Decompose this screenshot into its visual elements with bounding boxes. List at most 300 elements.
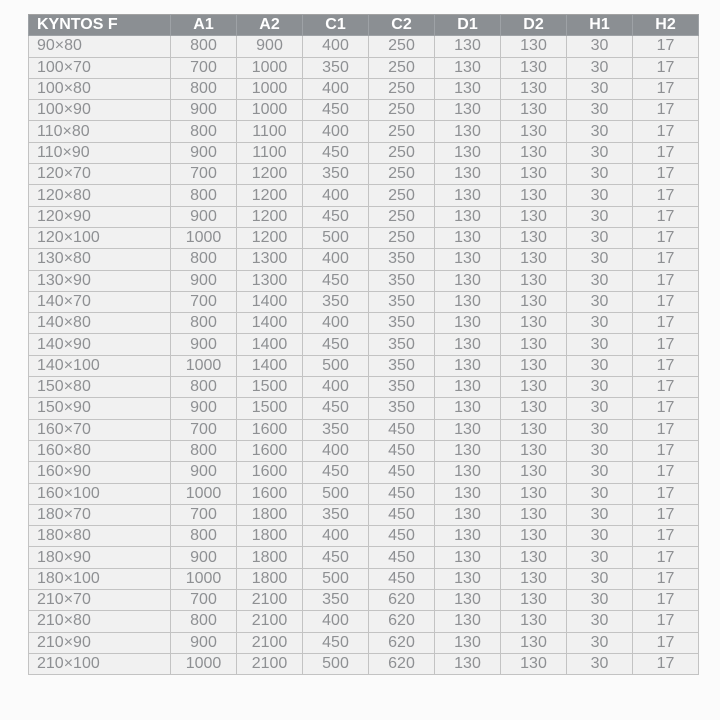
size-cell: 100×70 — [29, 57, 171, 78]
size-cell: 150×90 — [29, 398, 171, 419]
value-cell-a2: 1100 — [237, 121, 303, 142]
value-cell-a1: 800 — [171, 249, 237, 270]
value-cell-h2: 17 — [633, 249, 699, 270]
table-row — [29, 440, 699, 461]
value-cell-d2: 130 — [501, 611, 567, 632]
value-cell-h2: 17 — [633, 36, 699, 57]
table-row — [29, 142, 699, 163]
value-cell-h2: 17 — [633, 440, 699, 461]
value-cell-c2: 350 — [369, 249, 435, 270]
value-cell-c1: 500 — [303, 227, 369, 248]
table-row — [29, 291, 699, 312]
value-cell-h1: 30 — [567, 227, 633, 248]
value-cell-h1: 30 — [567, 653, 633, 674]
value-cell-h1: 30 — [567, 249, 633, 270]
column-header-c1: C1 — [303, 15, 369, 36]
value-cell-d2: 130 — [501, 57, 567, 78]
size-cell: 110×80 — [29, 121, 171, 142]
value-cell-d1: 130 — [435, 398, 501, 419]
size-cell: 180×80 — [29, 526, 171, 547]
value-cell-a1: 800 — [171, 36, 237, 57]
value-cell-a1: 800 — [171, 121, 237, 142]
value-cell-d1: 130 — [435, 270, 501, 291]
value-cell-c2: 250 — [369, 206, 435, 227]
size-cell: 140×100 — [29, 355, 171, 376]
value-cell-c1: 450 — [303, 142, 369, 163]
value-cell-h2: 17 — [633, 611, 699, 632]
value-cell-h2: 17 — [633, 78, 699, 99]
value-cell-d1: 130 — [435, 483, 501, 504]
value-cell-h2: 17 — [633, 653, 699, 674]
value-cell-c1: 400 — [303, 440, 369, 461]
value-cell-h1: 30 — [567, 78, 633, 99]
table-row — [29, 462, 699, 483]
value-cell-a2: 1200 — [237, 227, 303, 248]
header-row — [29, 15, 699, 36]
table-row — [29, 504, 699, 525]
value-cell-a2: 1600 — [237, 440, 303, 461]
value-cell-d2: 130 — [501, 78, 567, 99]
table-row — [29, 121, 699, 142]
value-cell-a2: 1800 — [237, 526, 303, 547]
value-cell-d1: 130 — [435, 504, 501, 525]
value-cell-a2: 1600 — [237, 483, 303, 504]
size-cell: 210×80 — [29, 611, 171, 632]
value-cell-d1: 130 — [435, 611, 501, 632]
value-cell-d2: 130 — [501, 632, 567, 653]
size-cell: 160×80 — [29, 440, 171, 461]
value-cell-c2: 450 — [369, 462, 435, 483]
size-cell: 120×100 — [29, 227, 171, 248]
value-cell-h2: 17 — [633, 462, 699, 483]
value-cell-c2: 350 — [369, 355, 435, 376]
value-cell-h2: 17 — [633, 185, 699, 206]
value-cell-d2: 130 — [501, 568, 567, 589]
value-cell-a1: 900 — [171, 398, 237, 419]
table-row — [29, 100, 699, 121]
value-cell-c2: 250 — [369, 100, 435, 121]
value-cell-d2: 130 — [501, 526, 567, 547]
value-cell-h1: 30 — [567, 334, 633, 355]
value-cell-d1: 130 — [435, 36, 501, 57]
size-cell: 140×80 — [29, 313, 171, 334]
value-cell-c2: 450 — [369, 504, 435, 525]
value-cell-c2: 620 — [369, 611, 435, 632]
value-cell-a1: 700 — [171, 590, 237, 611]
value-cell-d2: 130 — [501, 504, 567, 525]
value-cell-h2: 17 — [633, 355, 699, 376]
size-cell: 210×70 — [29, 590, 171, 611]
value-cell-c1: 350 — [303, 504, 369, 525]
value-cell-c1: 450 — [303, 100, 369, 121]
value-cell-a1: 800 — [171, 78, 237, 99]
value-cell-d1: 130 — [435, 590, 501, 611]
value-cell-d2: 130 — [501, 419, 567, 440]
value-cell-c2: 450 — [369, 483, 435, 504]
value-cell-h1: 30 — [567, 547, 633, 568]
value-cell-d1: 130 — [435, 334, 501, 355]
table-row — [29, 398, 699, 419]
value-cell-c1: 400 — [303, 121, 369, 142]
value-cell-c2: 350 — [369, 270, 435, 291]
value-cell-h1: 30 — [567, 100, 633, 121]
value-cell-h1: 30 — [567, 377, 633, 398]
value-cell-d1: 130 — [435, 185, 501, 206]
value-cell-a2: 1200 — [237, 185, 303, 206]
value-cell-c2: 250 — [369, 121, 435, 142]
value-cell-c1: 500 — [303, 483, 369, 504]
value-cell-h1: 30 — [567, 611, 633, 632]
value-cell-d1: 130 — [435, 547, 501, 568]
value-cell-c2: 350 — [369, 334, 435, 355]
value-cell-h1: 30 — [567, 355, 633, 376]
value-cell-c1: 400 — [303, 377, 369, 398]
value-cell-a1: 900 — [171, 632, 237, 653]
size-cell: 180×100 — [29, 568, 171, 589]
size-cell: 140×70 — [29, 291, 171, 312]
value-cell-h1: 30 — [567, 419, 633, 440]
value-cell-c2: 620 — [369, 590, 435, 611]
column-header-d2: D2 — [501, 15, 567, 36]
value-cell-a2: 2100 — [237, 611, 303, 632]
table-body — [29, 36, 699, 675]
value-cell-d2: 130 — [501, 164, 567, 185]
value-cell-d2: 130 — [501, 121, 567, 142]
column-header-d1: D1 — [435, 15, 501, 36]
value-cell-h1: 30 — [567, 36, 633, 57]
value-cell-h2: 17 — [633, 270, 699, 291]
value-cell-a1: 700 — [171, 57, 237, 78]
value-cell-c2: 450 — [369, 568, 435, 589]
value-cell-c1: 350 — [303, 57, 369, 78]
value-cell-h1: 30 — [567, 142, 633, 163]
value-cell-c2: 450 — [369, 526, 435, 547]
value-cell-a1: 800 — [171, 185, 237, 206]
value-cell-c2: 620 — [369, 632, 435, 653]
value-cell-d2: 130 — [501, 313, 567, 334]
value-cell-d1: 130 — [435, 78, 501, 99]
value-cell-h1: 30 — [567, 440, 633, 461]
value-cell-c2: 250 — [369, 36, 435, 57]
value-cell-a1: 700 — [171, 419, 237, 440]
size-cell: 100×80 — [29, 78, 171, 99]
value-cell-a2: 1600 — [237, 419, 303, 440]
value-cell-a1: 900 — [171, 270, 237, 291]
size-cell: 210×100 — [29, 653, 171, 674]
value-cell-h1: 30 — [567, 185, 633, 206]
value-cell-c2: 350 — [369, 291, 435, 312]
value-cell-a2: 900 — [237, 36, 303, 57]
table-row — [29, 270, 699, 291]
column-header-a1: A1 — [171, 15, 237, 36]
value-cell-d1: 130 — [435, 419, 501, 440]
value-cell-d2: 130 — [501, 142, 567, 163]
table-row — [29, 334, 699, 355]
value-cell-a2: 1600 — [237, 462, 303, 483]
size-cell: 110×90 — [29, 142, 171, 163]
value-cell-c1: 400 — [303, 36, 369, 57]
value-cell-a2: 1000 — [237, 78, 303, 99]
value-cell-d1: 130 — [435, 164, 501, 185]
value-cell-c1: 500 — [303, 355, 369, 376]
value-cell-h1: 30 — [567, 270, 633, 291]
value-cell-c1: 450 — [303, 270, 369, 291]
value-cell-h2: 17 — [633, 419, 699, 440]
table-row — [29, 419, 699, 440]
value-cell-h2: 17 — [633, 547, 699, 568]
value-cell-h1: 30 — [567, 313, 633, 334]
value-cell-h2: 17 — [633, 483, 699, 504]
table-row — [29, 78, 699, 99]
value-cell-d1: 130 — [435, 313, 501, 334]
size-cell: 130×90 — [29, 270, 171, 291]
value-cell-c2: 450 — [369, 547, 435, 568]
value-cell-a2: 1500 — [237, 398, 303, 419]
table-row — [29, 483, 699, 504]
value-cell-d2: 130 — [501, 185, 567, 206]
value-cell-a1: 1000 — [171, 568, 237, 589]
value-cell-d1: 130 — [435, 653, 501, 674]
column-header-h2: H2 — [633, 15, 699, 36]
value-cell-a1: 1000 — [171, 483, 237, 504]
value-cell-a2: 1500 — [237, 377, 303, 398]
value-cell-h2: 17 — [633, 121, 699, 142]
value-cell-a2: 1800 — [237, 568, 303, 589]
value-cell-c2: 450 — [369, 419, 435, 440]
spec-table — [28, 14, 699, 675]
value-cell-h1: 30 — [567, 483, 633, 504]
value-cell-c2: 450 — [369, 440, 435, 461]
table-row — [29, 36, 699, 57]
column-header-h1: H1 — [567, 15, 633, 36]
value-cell-a2: 1400 — [237, 355, 303, 376]
value-cell-d1: 130 — [435, 632, 501, 653]
table-row — [29, 611, 699, 632]
value-cell-h1: 30 — [567, 632, 633, 653]
size-cell: 160×90 — [29, 462, 171, 483]
value-cell-d2: 130 — [501, 462, 567, 483]
value-cell-h2: 17 — [633, 632, 699, 653]
value-cell-a1: 1000 — [171, 355, 237, 376]
value-cell-a2: 1400 — [237, 313, 303, 334]
value-cell-c2: 350 — [369, 313, 435, 334]
table-title-header: KYNTOS F — [29, 15, 171, 36]
value-cell-d2: 130 — [501, 377, 567, 398]
value-cell-c1: 450 — [303, 462, 369, 483]
value-cell-a2: 1300 — [237, 249, 303, 270]
value-cell-a1: 900 — [171, 547, 237, 568]
value-cell-d1: 130 — [435, 121, 501, 142]
value-cell-d2: 130 — [501, 206, 567, 227]
value-cell-a2: 1400 — [237, 334, 303, 355]
size-cell: 180×90 — [29, 547, 171, 568]
table-row — [29, 526, 699, 547]
value-cell-h1: 30 — [567, 164, 633, 185]
value-cell-d2: 130 — [501, 547, 567, 568]
value-cell-a1: 800 — [171, 526, 237, 547]
size-cell: 140×90 — [29, 334, 171, 355]
table-row — [29, 164, 699, 185]
value-cell-c2: 250 — [369, 185, 435, 206]
value-cell-d1: 130 — [435, 355, 501, 376]
value-cell-a2: 1800 — [237, 504, 303, 525]
value-cell-d2: 130 — [501, 227, 567, 248]
value-cell-h2: 17 — [633, 313, 699, 334]
table-row — [29, 313, 699, 334]
value-cell-a2: 1200 — [237, 206, 303, 227]
value-cell-d2: 130 — [501, 440, 567, 461]
size-cell: 120×70 — [29, 164, 171, 185]
value-cell-h1: 30 — [567, 398, 633, 419]
value-cell-d1: 130 — [435, 568, 501, 589]
table-row — [29, 249, 699, 270]
size-cell: 180×70 — [29, 504, 171, 525]
value-cell-c1: 400 — [303, 249, 369, 270]
value-cell-d1: 130 — [435, 377, 501, 398]
value-cell-a2: 2100 — [237, 653, 303, 674]
size-cell: 100×90 — [29, 100, 171, 121]
value-cell-h2: 17 — [633, 568, 699, 589]
column-header-c2: C2 — [369, 15, 435, 36]
value-cell-h2: 17 — [633, 57, 699, 78]
value-cell-c1: 350 — [303, 164, 369, 185]
value-cell-h2: 17 — [633, 142, 699, 163]
value-cell-c1: 400 — [303, 78, 369, 99]
value-cell-a1: 900 — [171, 334, 237, 355]
size-cell: 160×100 — [29, 483, 171, 504]
value-cell-h2: 17 — [633, 164, 699, 185]
table-row — [29, 227, 699, 248]
value-cell-d1: 130 — [435, 57, 501, 78]
value-cell-a1: 800 — [171, 611, 237, 632]
value-cell-d2: 130 — [501, 398, 567, 419]
value-cell-a1: 800 — [171, 313, 237, 334]
value-cell-c2: 250 — [369, 142, 435, 163]
value-cell-c2: 620 — [369, 653, 435, 674]
value-cell-d1: 130 — [435, 227, 501, 248]
size-cell: 120×80 — [29, 185, 171, 206]
value-cell-a2: 1300 — [237, 270, 303, 291]
value-cell-a2: 2100 — [237, 590, 303, 611]
value-cell-c1: 400 — [303, 185, 369, 206]
table-row — [29, 653, 699, 674]
value-cell-c1: 400 — [303, 313, 369, 334]
value-cell-d1: 130 — [435, 206, 501, 227]
value-cell-a2: 1000 — [237, 100, 303, 121]
value-cell-a1: 900 — [171, 206, 237, 227]
value-cell-c1: 450 — [303, 398, 369, 419]
value-cell-c1: 400 — [303, 611, 369, 632]
value-cell-d2: 130 — [501, 36, 567, 57]
value-cell-c2: 250 — [369, 57, 435, 78]
value-cell-c1: 450 — [303, 206, 369, 227]
value-cell-c2: 250 — [369, 227, 435, 248]
value-cell-h1: 30 — [567, 504, 633, 525]
value-cell-h2: 17 — [633, 227, 699, 248]
value-cell-a2: 1200 — [237, 164, 303, 185]
value-cell-h1: 30 — [567, 568, 633, 589]
table-row — [29, 377, 699, 398]
table-row — [29, 206, 699, 227]
table-row — [29, 547, 699, 568]
value-cell-d2: 130 — [501, 100, 567, 121]
value-cell-h1: 30 — [567, 206, 633, 227]
table-row — [29, 185, 699, 206]
value-cell-a1: 800 — [171, 440, 237, 461]
value-cell-h2: 17 — [633, 504, 699, 525]
value-cell-h1: 30 — [567, 291, 633, 312]
value-cell-d1: 130 — [435, 440, 501, 461]
value-cell-d2: 130 — [501, 355, 567, 376]
value-cell-c1: 500 — [303, 568, 369, 589]
size-cell: 160×70 — [29, 419, 171, 440]
value-cell-c2: 350 — [369, 377, 435, 398]
value-cell-c1: 450 — [303, 632, 369, 653]
value-cell-a1: 700 — [171, 504, 237, 525]
value-cell-c1: 400 — [303, 526, 369, 547]
value-cell-c1: 350 — [303, 291, 369, 312]
value-cell-c1: 500 — [303, 653, 369, 674]
value-cell-a1: 900 — [171, 462, 237, 483]
value-cell-h1: 30 — [567, 590, 633, 611]
value-cell-h2: 17 — [633, 291, 699, 312]
value-cell-h1: 30 — [567, 526, 633, 547]
value-cell-h2: 17 — [633, 398, 699, 419]
value-cell-h1: 30 — [567, 121, 633, 142]
value-cell-a1: 800 — [171, 377, 237, 398]
table-row — [29, 355, 699, 376]
value-cell-d2: 130 — [501, 334, 567, 355]
value-cell-d1: 130 — [435, 249, 501, 270]
value-cell-a1: 700 — [171, 164, 237, 185]
value-cell-c1: 350 — [303, 590, 369, 611]
size-cell: 90×80 — [29, 36, 171, 57]
value-cell-d1: 130 — [435, 291, 501, 312]
table-row — [29, 568, 699, 589]
value-cell-h1: 30 — [567, 462, 633, 483]
table-row — [29, 632, 699, 653]
value-cell-d1: 130 — [435, 462, 501, 483]
value-cell-h2: 17 — [633, 334, 699, 355]
value-cell-h1: 30 — [567, 57, 633, 78]
column-header-a2: A2 — [237, 15, 303, 36]
value-cell-a1: 1000 — [171, 227, 237, 248]
value-cell-h2: 17 — [633, 377, 699, 398]
value-cell-d1: 130 — [435, 100, 501, 121]
value-cell-d2: 130 — [501, 270, 567, 291]
value-cell-a1: 900 — [171, 100, 237, 121]
value-cell-a1: 900 — [171, 142, 237, 163]
table-header — [29, 15, 699, 36]
value-cell-a2: 1800 — [237, 547, 303, 568]
value-cell-d2: 130 — [501, 590, 567, 611]
value-cell-d1: 130 — [435, 526, 501, 547]
value-cell-a2: 2100 — [237, 632, 303, 653]
table-row — [29, 590, 699, 611]
value-cell-d2: 130 — [501, 483, 567, 504]
value-cell-h2: 17 — [633, 590, 699, 611]
value-cell-d2: 130 — [501, 249, 567, 270]
size-cell: 150×80 — [29, 377, 171, 398]
value-cell-h2: 17 — [633, 206, 699, 227]
value-cell-c2: 250 — [369, 164, 435, 185]
value-cell-h2: 17 — [633, 526, 699, 547]
size-cell: 120×90 — [29, 206, 171, 227]
size-cell: 210×90 — [29, 632, 171, 653]
value-cell-c1: 450 — [303, 547, 369, 568]
size-cell: 130×80 — [29, 249, 171, 270]
value-cell-c1: 350 — [303, 419, 369, 440]
